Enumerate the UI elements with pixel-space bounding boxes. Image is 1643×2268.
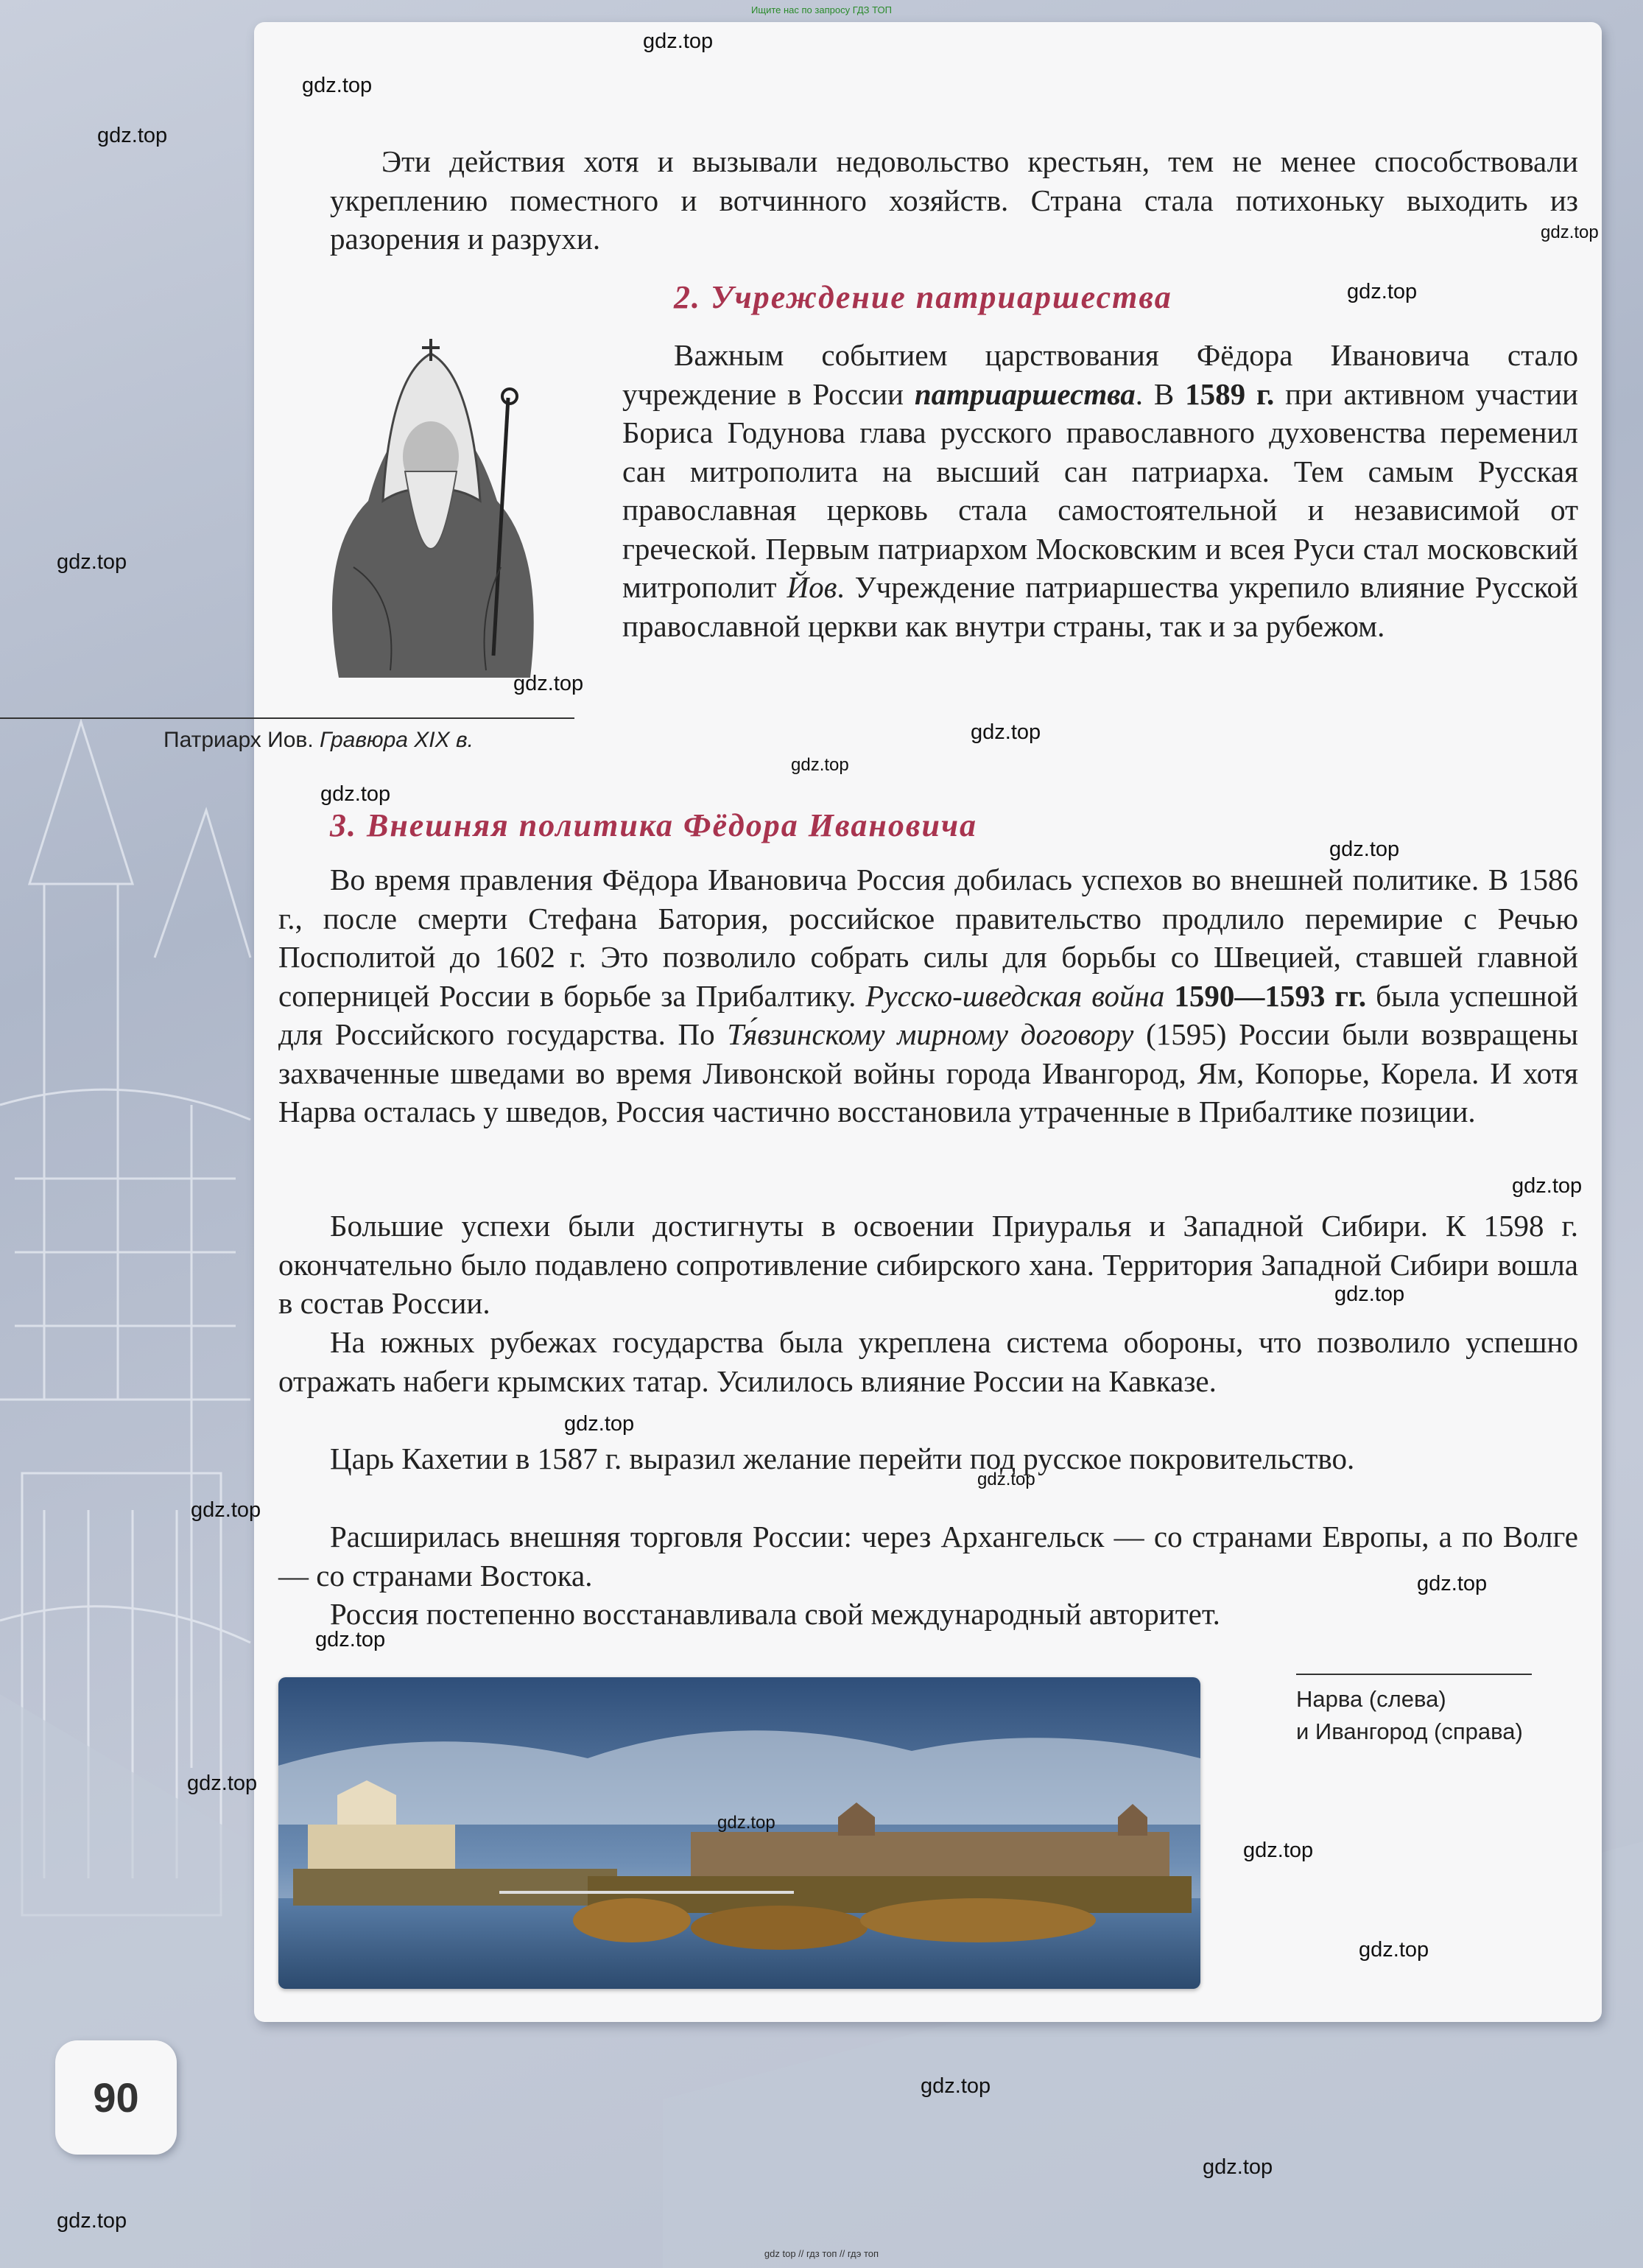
photo-caption-rule bbox=[1296, 1674, 1532, 1675]
watermark: gdz.top bbox=[1243, 1839, 1314, 1862]
watermark: gdz.top bbox=[57, 550, 127, 574]
s3-p3-text: На южных рубежах государства была укреплена система обороны, что позволило успешно отражать набеги крымских татар. Усилилось влияние России на Кавказе. bbox=[278, 1325, 1578, 1398]
watermark: gdz.top bbox=[1512, 1174, 1583, 1198]
section-2-heading: 2. Учреждение патриаршества bbox=[674, 279, 1172, 315]
watermark: gdz.top bbox=[643, 29, 714, 53]
photo-caption-line-1: Нарва (слева) bbox=[1296, 1686, 1446, 1712]
s3-text-b: была успешной для Российского государства. По bbox=[278, 978, 1578, 1051]
watermark: gdz.top bbox=[1329, 838, 1400, 861]
watermark: gdz.top bbox=[187, 1772, 258, 1795]
section-3-paragraph-3 bbox=[278, 1323, 1578, 1400]
watermark: gdz.top bbox=[320, 782, 391, 806]
s3-war-name: Русско-шведская война bbox=[865, 978, 1165, 1013]
section-3-paragraph-1 bbox=[278, 860, 1578, 1131]
s3-p2-text: Большие успехи были достигнуты в освоении Приуралья и Западной Сибири. К 1598 г. окончательно было подавлено сопротивление сибирского хана. Территория Западной Сибири вошла в состав России. bbox=[278, 1209, 1578, 1320]
s3-war-years: 1590—1593 гг. bbox=[1164, 978, 1367, 1013]
s2-year: 1589 г. bbox=[1185, 376, 1275, 411]
section-3-heading: 3. Внешняя политика Фёдора Ивановича bbox=[330, 807, 978, 843]
watermark: gdz.top bbox=[1541, 222, 1599, 242]
section-3-paragraph-4 bbox=[278, 1439, 1578, 1478]
top-note: Ищите нас по запросу ГДЗ ТОП bbox=[751, 4, 892, 15]
patriarch-portrait-image bbox=[287, 331, 574, 678]
watermark: gdz.top bbox=[1203, 2155, 1273, 2179]
watermark: gdz.top bbox=[1359, 1938, 1429, 1962]
s2-name-iov: Йов bbox=[787, 570, 837, 604]
bottom-note: gdz top // гдз топ // гдэ топ bbox=[764, 2248, 879, 2259]
watermark: gdz.top bbox=[57, 2209, 127, 2233]
portrait-caption bbox=[163, 728, 474, 753]
s3-p6-text: Россия постепенно восстанавливала свой международный авторитет. bbox=[330, 1597, 1220, 1631]
s2-term-patriarchate: патриаршества bbox=[914, 376, 1136, 411]
watermark: gdz.top bbox=[971, 720, 1041, 744]
watermark: gdz.top bbox=[1347, 280, 1418, 303]
s2-text-b: . В bbox=[1135, 376, 1186, 411]
watermark: gdz.top bbox=[513, 672, 584, 695]
portrait-caption-source: Гравюра XIX в. bbox=[320, 728, 474, 752]
watermark: gdz.top bbox=[1334, 1282, 1405, 1306]
s3-treaty-name: Тя́взинскому мирному договору bbox=[727, 1017, 1134, 1051]
page-number: 90 bbox=[55, 2040, 177, 2155]
photo-caption bbox=[1296, 1683, 1523, 1748]
paragraph-intro-text: Эти действия хотя и вызывали недовольство крестьян, тем не менее способствовали укреплению поместного и вотчинного хозяйств. Страна стала потихоньку выходить из разорения и разрухи. bbox=[330, 144, 1578, 256]
s2-text-a: Важным событием царствования Фёдора Ивановича стало учреждение в России bbox=[622, 338, 1578, 411]
section-2-paragraph bbox=[622, 336, 1578, 645]
watermark: gdz.top bbox=[977, 1470, 1035, 1489]
watermark: gdz.top bbox=[315, 1628, 386, 1651]
s3-p4-text: Царь Кахетии в 1587 г. выразил желание перейти под русское покровительство. bbox=[330, 1442, 1355, 1475]
watermark: gdz.top bbox=[921, 2074, 991, 2098]
s3-text-c: (1595) России были возвращены захваченные шведами во время Ливонской войны города Ивангород, Ям, Копорье, Корела. И хотя Нарва осталась у шведов, Россия частично восстановила утраченные в Прибалтике позиции. bbox=[278, 1017, 1579, 1128]
portrait-caption-name: Патриарх Иов. bbox=[163, 728, 320, 752]
watermark: gdz.top bbox=[97, 124, 168, 147]
paragraph-intro bbox=[330, 142, 1578, 259]
section-3-paragraph-5 bbox=[278, 1517, 1578, 1595]
section-3-paragraph-6 bbox=[278, 1595, 1578, 1634]
watermark: gdz.top bbox=[1417, 1572, 1488, 1595]
watermark: gdz.top bbox=[791, 755, 849, 775]
s3-p5-text: Расширилась внешняя торговля России: через Архангельск — со странами Европы, а по Волге — со странами Востока. bbox=[278, 1520, 1578, 1593]
portrait-caption-rule bbox=[0, 717, 574, 719]
photo-caption-line-2: и Ивангород (справа) bbox=[1296, 1718, 1523, 1744]
watermark: gdz.top bbox=[717, 1813, 775, 1833]
watermark: gdz.top bbox=[302, 74, 373, 97]
watermark: gdz.top bbox=[564, 1412, 635, 1436]
watermark: gdz.top bbox=[191, 1498, 261, 1522]
s2-text-d: . Учреждение патриаршества укрепило влияние Русской православной церкви как внутри страны, так и за рубежом. bbox=[622, 570, 1578, 643]
s3-text-a: Во время правления Фёдора Ивановича Россия добилась успехов во внешней политике. В 1586 г., после смерти Стефана Батория, российское правительство продлило перемирие с Речью Посполитой до 1602 г. Это позволило собрать силы для борьбы со Швецией, ставшей главной соперницей России в борьбе за Прибалтику. bbox=[278, 863, 1578, 1013]
s2-text-c: при активном участии Бориса Годунова глава русского православного духовенства переменил сан митрополита на высший сан патриарха. Тем самым Русская православная церковь стала самостоятельной и независимой от греческой. Первым патриархом Московским и всея Руси стал московский митрополит bbox=[622, 376, 1578, 604]
